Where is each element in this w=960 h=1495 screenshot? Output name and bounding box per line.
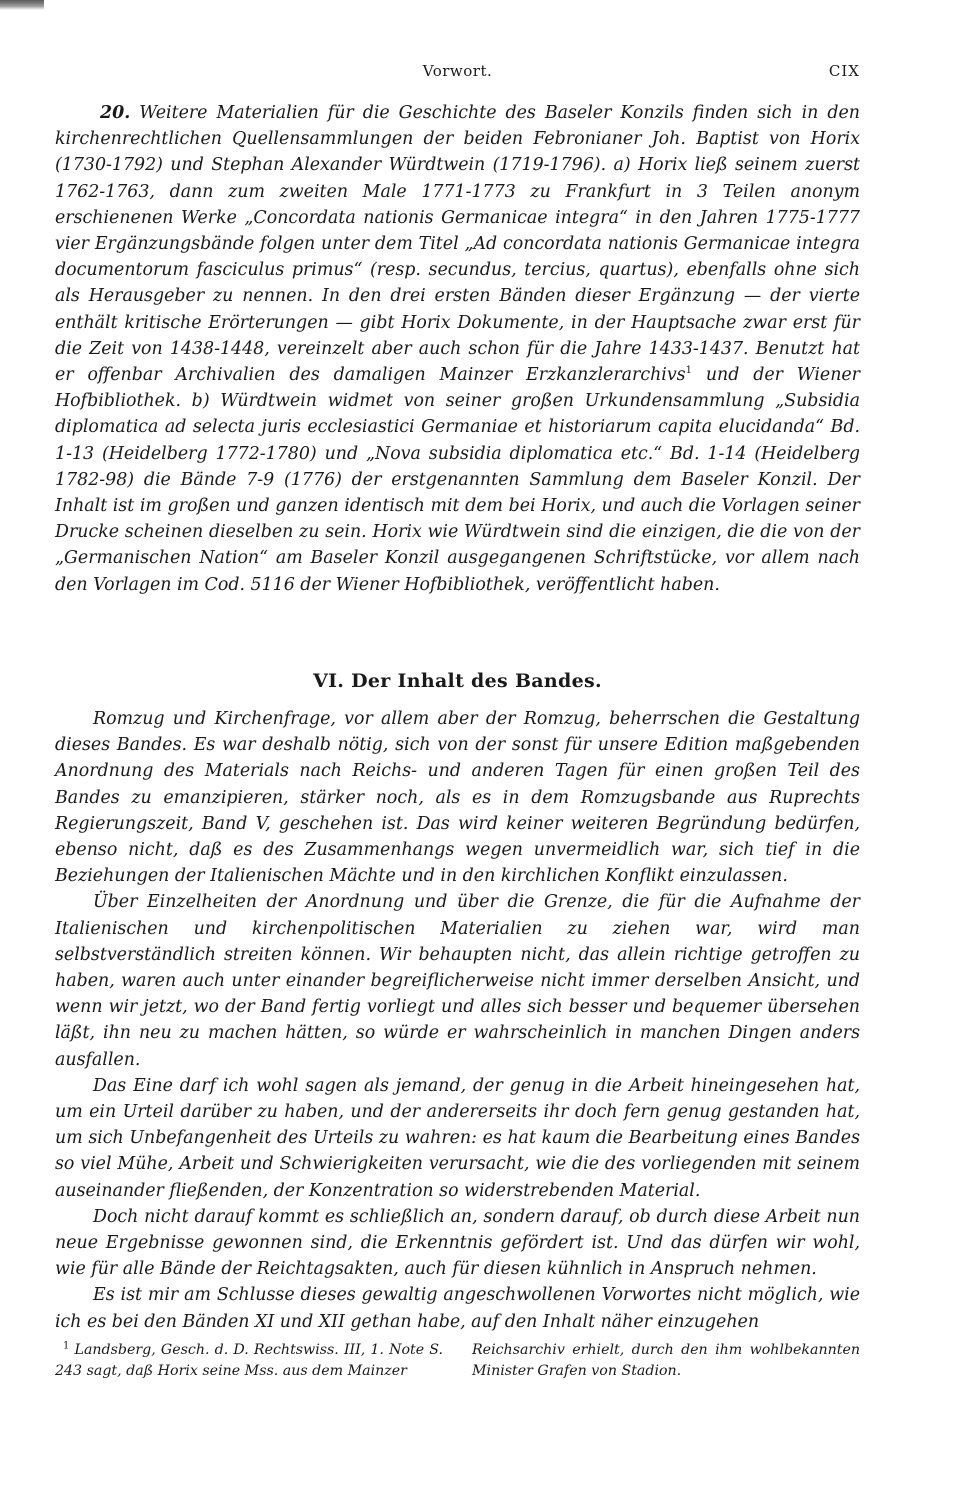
footnote-left-column: [55, 1340, 443, 1382]
footnote-text-left: Landsberg, Gesch. d. D. Rechtswiss. III, 1. Note S. 243 sagt, daß Horix seine Mss. aus dem Mainzer: [55, 1342, 444, 1379]
scan-edge-mark: [0, 0, 44, 10]
section-paragraph: Über Einzelheiten der Anordnung und über die Grenze, die für die Aufnahme der Italienischen und kirchenpolitischen Materialien zu ziehen war, wird man selbstverständlich streiten können. Wir behaupten nicht, das allein richtige getroffen zu haben, waren auch unter einander begreiflicherweise nicht immer derselben Ansicht, und wenn wir jetzt, wo der Band fertig vorliegt und alles sich besser und bequemer übersehen läßt, ihn neu zu machen hätten, so würde er wahrscheinlich in manchen Dingen anders ausfallen.: [55, 892, 860, 1070]
section-paragraph: Das Eine darf ich wohl sagen als jemand, der genug in die Arbeit hineingesehen hat, um ein Urteil darüber zu haben, und der andererseits ihr doch fern genug gestanden hat, um sich Unbefangenheit des Urteils zu wahren: es hat kaum die Bearbeitung eines Bandes so viel Mühe, Arbeit und Schwierigkeiten verursacht, wie die des vorliegenden mit seinem auseinander fließenden, der Konzentration so widerstrebenden Material.: [55, 1075, 860, 1201]
paragraph-number: 20.: [100, 103, 131, 123]
page-number: CIX: [828, 62, 860, 80]
paragraph-20: [55, 100, 860, 598]
footnote-marker: 1: [63, 1340, 70, 1352]
paragraph-20-text: Weitere Materialien für die Geschichte des Baseler Konzils finden sich in den kirchenrechtlichen Quellensammlungen der beiden Febronianer Joh. Baptist von Horix (1730-1792) und Stephan Alexander Würdtwein (1719-1796). a) Horix ließ seinem zuerst 1762-1763, dann zum zweiten Male 1771-1773 zu Frankfurt in 3 Teilen anonym erschienenen Werke „Concordata nationis Germanicae integra“ in den Jahren 1775-1777 vier Ergänzungsbände folgen unter dem Titel „Ad concordata nationis Germanicae integra documentorum fasciculus primus“ (resp. secundus, tercius, quartus), ebenfalls ohne sich als Herausgeber zu nennen. In den drei ersten Bänden dieser Ergänzung — der vierte enthält kritische Erörterungen — gibt Horix Dokumente, in der Hauptsache zwar erst für die Zeit von 1438-1448, vereinzelt aber auch schon für die Jahre 1433-1437. Benutzt hat er offenbar Archivalien des damaligen Mainzer Erzkanzlerarchivs: [55, 103, 861, 386]
section-paragraph: Es ist mir am Schlusse dieses gewaltig angeschwollenen Vorwortes nicht möglich, wie ich es bei den Bänden XI und XII gethan habe, auf den Inhalt näher einzugehen: [55, 1285, 860, 1332]
section-paragraph: Romzug und Kirchenfrage, vor allem aber der Romzug, beherrschen die Gestaltung dieses Bandes. Es war deshalb nötig, sich von der sonst für unsere Edition maßgebenden Anordnung des Materials nach Reichs- und anderen Tagen für einen großen Teil des Bandes zu emanzipieren, stärker noch, als es in dem Romzugsbande aus Ruprechts Regierungszeit, Band V, geschehen ist. Das wird keiner weiteren Begründung bedürfen, ebenso nicht, daß es des Zusammenhangs wegen unvermeidlich war, sich tief in die Beziehungen der Italienischen Mächte und in den kirchlichen Konflikt einzulassen.: [55, 709, 860, 887]
section-body: [55, 706, 860, 1335]
running-title: Vorwort.: [422, 62, 493, 80]
footnote-right-column: [472, 1340, 860, 1382]
footnotes: [55, 1340, 860, 1382]
paragraph-20-text-continued: und der Wiener Hofbibliothek. b) Würdtwein widmet von seiner großen Urkundensammlung „Subsidia diplomatica ad selecta juris ecclesiastici Germaniae et historiarum capita elucidanda“ Bd. 1-13 (Heidelberg 1772-1780) und „Nova subsidia diplomatica etc.“ Bd. 1-14 (Heidelberg 1782-98) die Bände 7-9 (1776) der erstgenannten Sammlung dem Baseler Konzil. Der Inhalt ist im großen und ganzen identisch mit dem bei Horix, und auch die Vorlagen seiner Drucke scheinen dieselben zu sein. Horix wie Würdtwein sind die einzigen, die die von der „Germanischen Nation“ am Baseler Konzil ausgegangenen Schriftstücke, vor allem nach den Vorlagen im Cod. 5116 der Wiener Hofbibliothek, veröffentlicht haben.: [55, 365, 860, 595]
footnote-reference[interactable]: 1: [685, 365, 692, 377]
footnote-text-right: Reichsarchiv erhielt, durch den ihm wohlbekannten Minister Grafen von Stadion.: [472, 1342, 860, 1379]
section-paragraph: Doch nicht darauf kommt es schließlich an, sondern darauf, ob durch diese Arbeit nun neue Ergebnisse gewonnen sind, die Erkenntnis gefördert ist. Und das dürfen wir wohl, wie für alle Bände der Reichtagsakten, auch für diesen kühnlich in Anspruch nehmen.: [55, 1206, 860, 1280]
section-heading: VI. Der Inhalt des Bandes.: [313, 670, 602, 692]
page-header: [55, 62, 860, 86]
